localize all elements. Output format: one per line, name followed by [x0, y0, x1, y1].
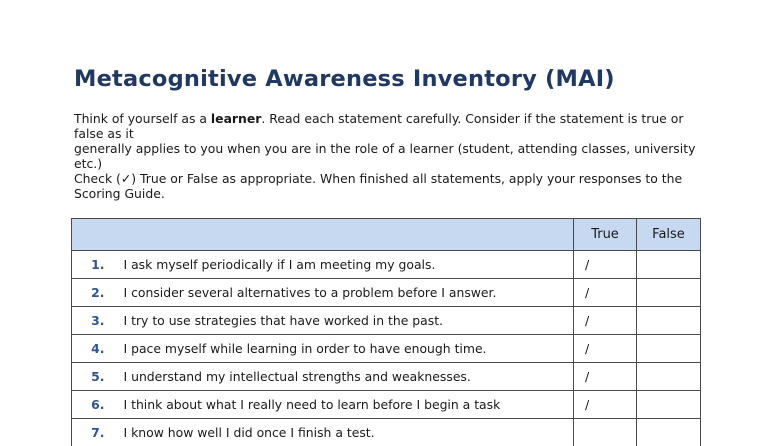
true-mark: /: [580, 341, 589, 356]
row-number: 3.: [72, 307, 124, 335]
false-checkbox-cell[interactable]: [637, 279, 701, 307]
instructions-line-5: Check (✓) True or False as appropriate. When finished all statements, apply your responses to the: [74, 171, 724, 186]
instructions-line-4: etc.): [74, 156, 724, 171]
true-mark: /: [580, 257, 589, 272]
row-statement: I ask myself periodically if I am meeting my goals.: [124, 251, 574, 279]
row-statement: I think about what I really need to learn before I begin a task: [124, 391, 574, 419]
false-checkbox-cell[interactable]: [637, 251, 701, 279]
row-number: 2.: [72, 279, 124, 307]
page-title: Metacognitive Awareness Inventory (MAI): [74, 66, 615, 92]
row-statement: I consider several alternatives to a problem before I answer.: [124, 279, 574, 307]
false-checkbox-cell[interactable]: [637, 335, 701, 363]
row-number: 5.: [72, 363, 124, 391]
table-row: [72, 251, 701, 279]
row-number: 4.: [72, 335, 124, 363]
true-checkbox-cell[interactable]: [574, 391, 637, 419]
table-row: [72, 335, 701, 363]
header-statement: [72, 219, 574, 251]
row-number: 7.: [72, 419, 124, 446]
true-mark: /: [580, 397, 589, 412]
header-false: False: [637, 219, 701, 251]
instructions: [74, 111, 724, 201]
header-true: True: [574, 219, 637, 251]
instructions-line-3: generally applies to you when you are in the role of a learner (student, attending classes, university: [74, 141, 724, 156]
table-header-row: [72, 219, 701, 251]
row-statement: I pace myself while learning in order to have enough time.: [124, 335, 574, 363]
true-mark: /: [580, 369, 589, 384]
row-number: 1.: [72, 251, 124, 279]
true-checkbox-cell[interactable]: [574, 363, 637, 391]
true-checkbox-cell[interactable]: [574, 419, 637, 446]
true-checkbox-cell[interactable]: [574, 251, 637, 279]
instructions-line-6: Scoring Guide.: [74, 186, 724, 201]
emphasis-learner: learner: [211, 111, 261, 126]
false-checkbox-cell[interactable]: [637, 419, 701, 446]
table-row: [72, 391, 701, 419]
row-statement: I know how well I did once I finish a test.: [124, 419, 574, 446]
false-checkbox-cell[interactable]: [637, 307, 701, 335]
true-checkbox-cell[interactable]: [574, 335, 637, 363]
table-row: [72, 307, 701, 335]
true-checkbox-cell[interactable]: [574, 307, 637, 335]
false-checkbox-cell[interactable]: [637, 363, 701, 391]
true-checkbox-cell[interactable]: [574, 279, 637, 307]
table-row: [72, 279, 701, 307]
instructions-line-1: Think of yourself as a learner. Read each statement carefully. Consider if the statement is true or: [74, 111, 724, 126]
row-number: 6.: [72, 391, 124, 419]
table-row: [72, 419, 701, 446]
table-row: [72, 363, 701, 391]
row-statement: I try to use strategies that have worked in the past.: [124, 307, 574, 335]
true-mark: /: [580, 285, 589, 300]
false-checkbox-cell[interactable]: [637, 391, 701, 419]
instructions-line-2: false as it: [74, 126, 724, 141]
row-statement: I understand my intellectual strengths and weaknesses.: [124, 363, 574, 391]
inventory-table: [71, 218, 701, 446]
true-mark: /: [580, 313, 589, 328]
